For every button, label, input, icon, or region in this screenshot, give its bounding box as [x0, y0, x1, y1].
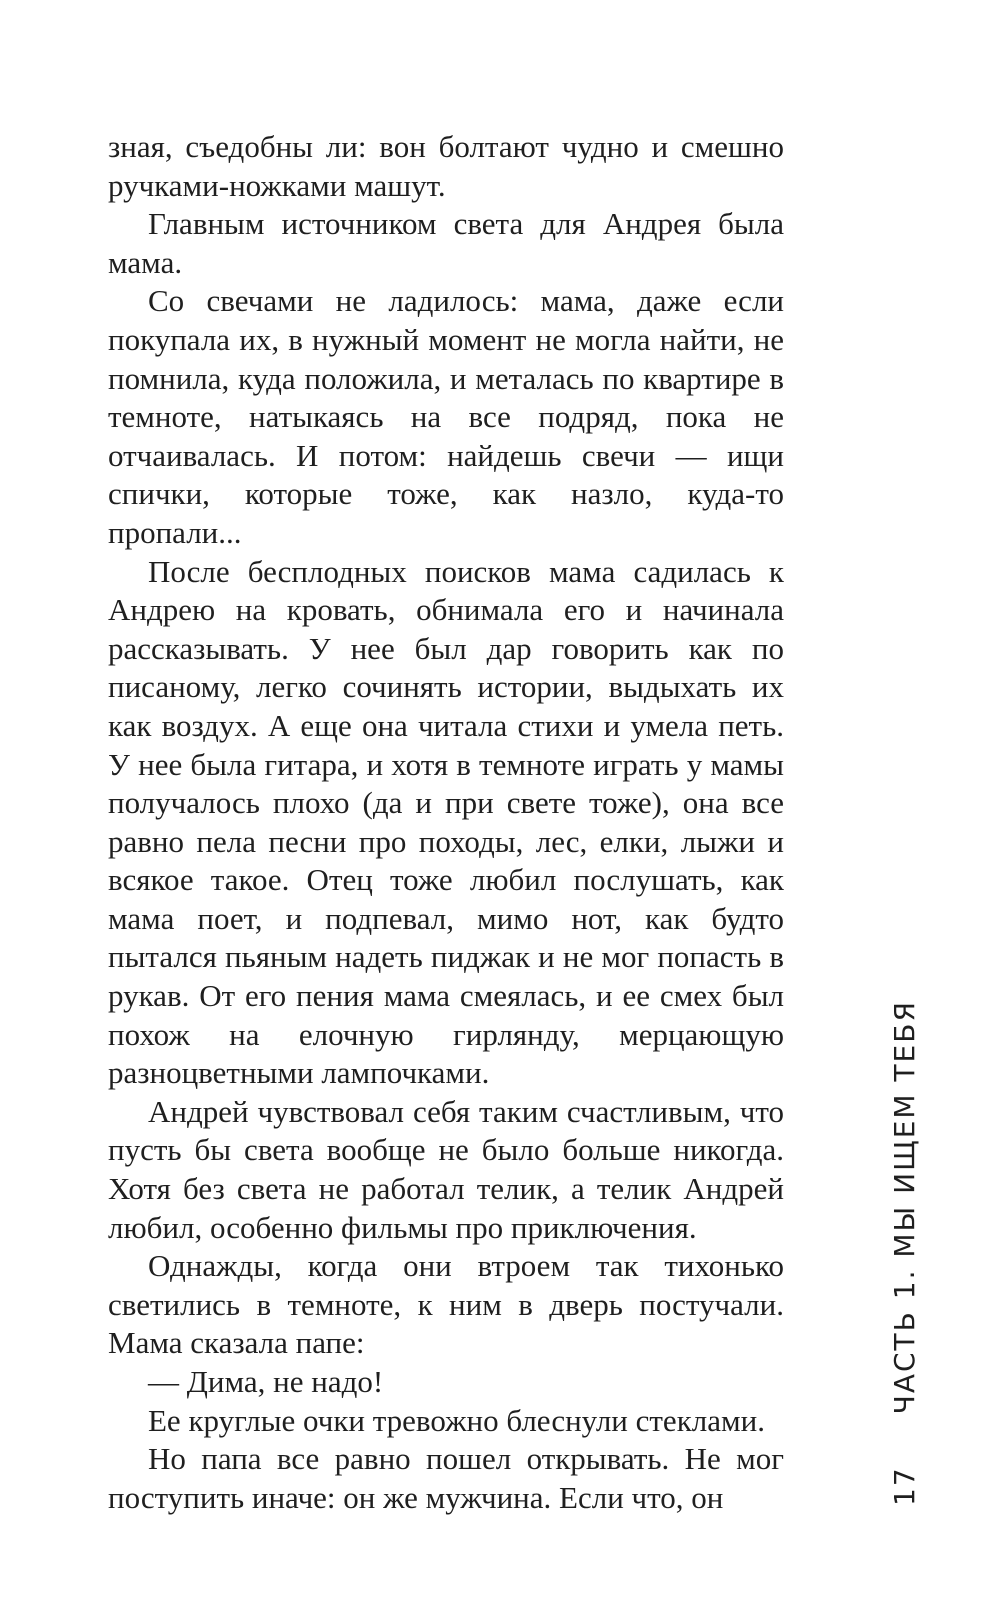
paragraph: Андрей чувствовал себя таким счастливым, что пусть бы света вообще не было больше никогда. Хотя без света не работал телик, а телик Андрей любил, особенно фильмы про приключения. [108, 1093, 784, 1245]
paragraph: Но папа все равно пошел открывать. Не мог поступить иначе: он же мужчина. Если что, он [108, 1441, 784, 1515]
paragraph: Однажды, когда они втроем так тихонько светились в темноте, к ним в дверь постучали. Мама сказала папе: [108, 1248, 784, 1361]
paragraph: — Дима, не надо! [148, 1364, 384, 1399]
page-body [108, 128, 784, 1517]
paragraph: Со свечами не ладилось: мама, даже если покупала их, в нужный момент не могла найти, не помнила, куда положила, и металась по квартире в темноте, натыкаясь на все подряд, пока не отчаивалась. И потом: найдешь свечи — ищи спички, которые тоже, как назло, куда-то пропали... [108, 283, 784, 550]
paragraph: Главным источником света для Андрея была мама. [108, 206, 784, 280]
page-number: 17 [888, 1466, 921, 1506]
running-header [888, 1000, 921, 1506]
paragraph: зная, съедобны ли: вон болтают чудно и смешно ручками-ножками машут. [108, 129, 784, 203]
paragraph: После бесплодных поисков мама садилась к Андрею на кровать, обнимала его и начинала рассказывать. У нее был дар говорить как по писаному, легко сочинять истории, выдыхать их как воздух. А еще она читала стихи и умела петь. У нее была гитара, и хотя в темноте играть у мамы получалось плохо (да и при свете тоже), она все равно пела песни про походы, лес, елки, лыжи и всякое такое. Отец тоже любил послушать, как мама поет, и подпевал, мимо нот, как будто пытался пьяным надеть пиджак и не мог попасть в рукав. От его пения мама смеялась, и ее смех был похож на елочную гирлянду, мерцающую разноцветными лампочками. [108, 553, 784, 1091]
running-title: ЧАСТЬ 1. МЫ ИЩЕМ ТЕБЯ [888, 1000, 921, 1415]
paragraph: Ее круглые очки тревожно блеснули стеклами. [148, 1402, 765, 1438]
